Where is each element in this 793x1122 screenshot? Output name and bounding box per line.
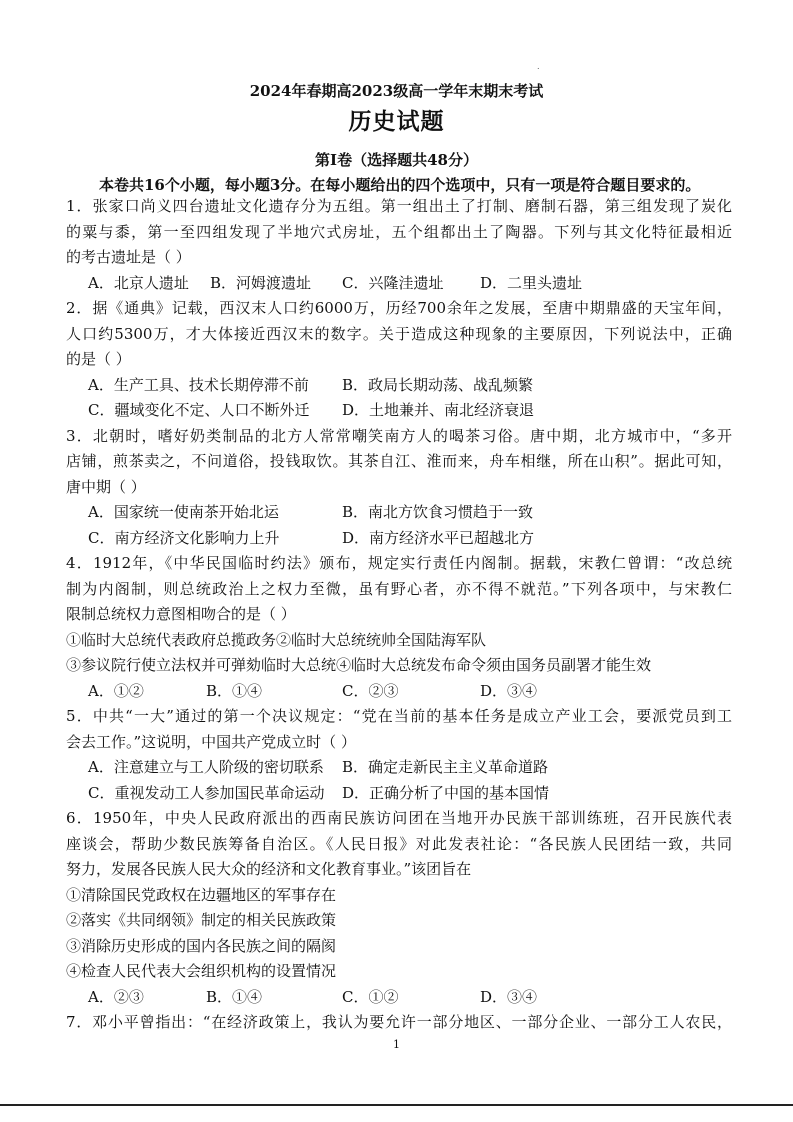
options-row [66, 781, 732, 807]
instructions: 本卷共16个小题，每小题3分。在每小题给出的四个选项中，只有一项是符合题目要求的。 [99, 176, 701, 194]
section-heading: 第I卷（选择题共48分） [315, 151, 478, 169]
option-d[interactable]: D．南方经济水平已超越北方 [342, 528, 535, 547]
options-row [66, 526, 732, 552]
option-a[interactable]: A．北京人遗址 [88, 273, 189, 292]
statement-item: ④检查人民代表大会组织机构的设置情况 [66, 962, 337, 980]
option-a[interactable]: A．注意建立与工人阶级的密切联系 [88, 758, 324, 776]
options-row [66, 398, 732, 424]
question-1 [66, 194, 732, 296]
page-number: 1 [393, 1038, 400, 1051]
question-stem-line: 会去工作。”这说明，中国共产党成立时（ ） [66, 732, 356, 751]
option-a[interactable]: A．国家统一使南茶开始北运 [88, 503, 279, 521]
question-stem-line: 努力，发展各民族人民大众的经济和文化教育事业。”该团旨在 [66, 860, 472, 878]
question-6 [66, 806, 732, 1010]
question-stem-line: 5．中共“一大”通过的第一个决议规定：“党在当前的基本任务是成立产业工会，要派党员到工 [66, 707, 732, 725]
question-stem-line: 限制总统权力意图相吻合的是（ ） [66, 605, 296, 623]
question-7 [66, 1010, 732, 1036]
question-stem-line: 的粟与黍，第一至四组发现了半地穴式房址，五个组都出土了陶器。下列与其文化特征最相近 [66, 222, 732, 241]
statement-item: ①清除国民党政权在边疆地区的军事存在 [66, 885, 337, 904]
options-row [66, 373, 732, 399]
question-stem-line: 6．1950年，中央人民政府派出的西南民族访问团在当地开办民族干部训练班，召开民族代表 [66, 809, 732, 827]
question-list [66, 194, 732, 1036]
option-b[interactable]: B．①④ [206, 681, 263, 700]
options-row [66, 679, 732, 705]
option-a[interactable]: A．②③ [88, 987, 144, 1006]
option-d[interactable]: D．二里头遗址 [480, 273, 583, 292]
option-c[interactable]: C．②③ [342, 681, 399, 700]
option-b[interactable]: B．河姆渡遗址 [210, 273, 312, 292]
option-d[interactable]: D．正确分析了中国的基本国情 [342, 783, 550, 802]
stray-dot: . [537, 62, 540, 71]
statement-item: ③参议院行使立法权并可弹劾临时大总统④临时大总统发布命令须由国务员副署才能生效 [66, 656, 652, 674]
option-c[interactable]: C．重视发动工人参加国民革命运动 [88, 783, 325, 802]
statement-item: ②落实《共同纲领》制定的相关民族政策 [66, 911, 337, 929]
options-row [66, 755, 732, 781]
question-stem-line: 1．张家口尚义四台遗址文化遗存分为五组。第一组出土了打制、磨制石器，第三组发现了炭化 [66, 197, 732, 215]
question-stem-line: 人口约5300万，才大体接近西汉末的数字。关于造成这种现象的主要原因，下列说法中，正确 [66, 324, 732, 343]
option-b[interactable]: B．确定走新民主主义革命道路 [342, 758, 549, 776]
option-c[interactable]: C．兴隆洼遗址 [342, 273, 444, 292]
option-d[interactable]: D．③④ [480, 681, 538, 700]
option-c[interactable]: C．疆域变化不定、人口不断外迁 [88, 401, 310, 419]
question-stem-line: 唐中期（ ） [66, 477, 146, 496]
option-b[interactable]: B．政局长期动荡、战乱频繁 [342, 375, 534, 394]
option-d[interactable]: D．③④ [480, 987, 538, 1006]
option-b[interactable]: B．南北方饮食习惯趋于一致 [342, 503, 534, 521]
question-stem-line: 4．1912年，《中华民国临时约法》颁布，规定实行责任内阁制。据载，宋教仁曾谓：“改总统 [66, 554, 732, 572]
statement-item: ①临时大总统代表政府总揽政务②临时大总统统帅全国陆海军队 [66, 630, 487, 649]
question-stem-line: 制为内阁制，则总统政治上之权力至微，虽有野心者，亦不得不就范。”下列各项中，与宋教仁 [66, 579, 732, 598]
option-a[interactable]: A．生产工具、技术长期停滞不前 [88, 375, 309, 394]
option-d[interactable]: D．土地兼并、南北经济衰退 [342, 401, 535, 419]
option-a[interactable]: A．①② [88, 681, 144, 700]
options-row [66, 500, 732, 526]
question-2 [66, 296, 732, 424]
option-c[interactable]: C．南方经济文化影响力上升 [88, 528, 280, 547]
question-stem-line: 2．据《通典》记载，西汉末人口约6000万，历经700余年之发展，至唐中期鼎盛的天宝年间， [66, 299, 732, 317]
question-4 [66, 551, 732, 704]
exam-title: 2024年春期高2023级高一学年末期末考试 [249, 82, 544, 100]
option-b[interactable]: B．①④ [206, 987, 263, 1006]
question-3 [66, 424, 732, 552]
question-stem-line: 的考古遗址是（ ） [66, 248, 191, 266]
option-c[interactable]: C．①② [342, 987, 399, 1006]
question-stem-line: 的是（ ） [66, 350, 131, 368]
question-stem-line: 店铺，煎茶卖之，不问道俗，投钱取饮。其茶自江、淮而来，舟车相继，所在山积”。据此可知， [66, 452, 732, 470]
question-stem-line: 3．北朝时，嗜好奶类制品的北方人常常嘲笑南方人的喝茶习俗。唐中期，北方城市中，“多开 [66, 426, 732, 445]
question-5 [66, 704, 732, 806]
options-row [66, 271, 732, 297]
subject-title: 历史试题 [348, 108, 445, 135]
bottom-rule [0, 1104, 793, 1106]
question-stem-line: 7．邓小平曾指出：“在经济政策上，我认为要允许一部分地区、一部分企业、一部分工人农民， [66, 1013, 732, 1031]
options-row [66, 985, 732, 1011]
question-stem-line: 座谈会，帮助少数民族筹备自治区。《人民日报》对此发表社论：“各民族人民团结一致，共同 [66, 834, 732, 853]
statement-item: ③消除历史形成的国内各民族之间的隔阂 [66, 936, 337, 955]
